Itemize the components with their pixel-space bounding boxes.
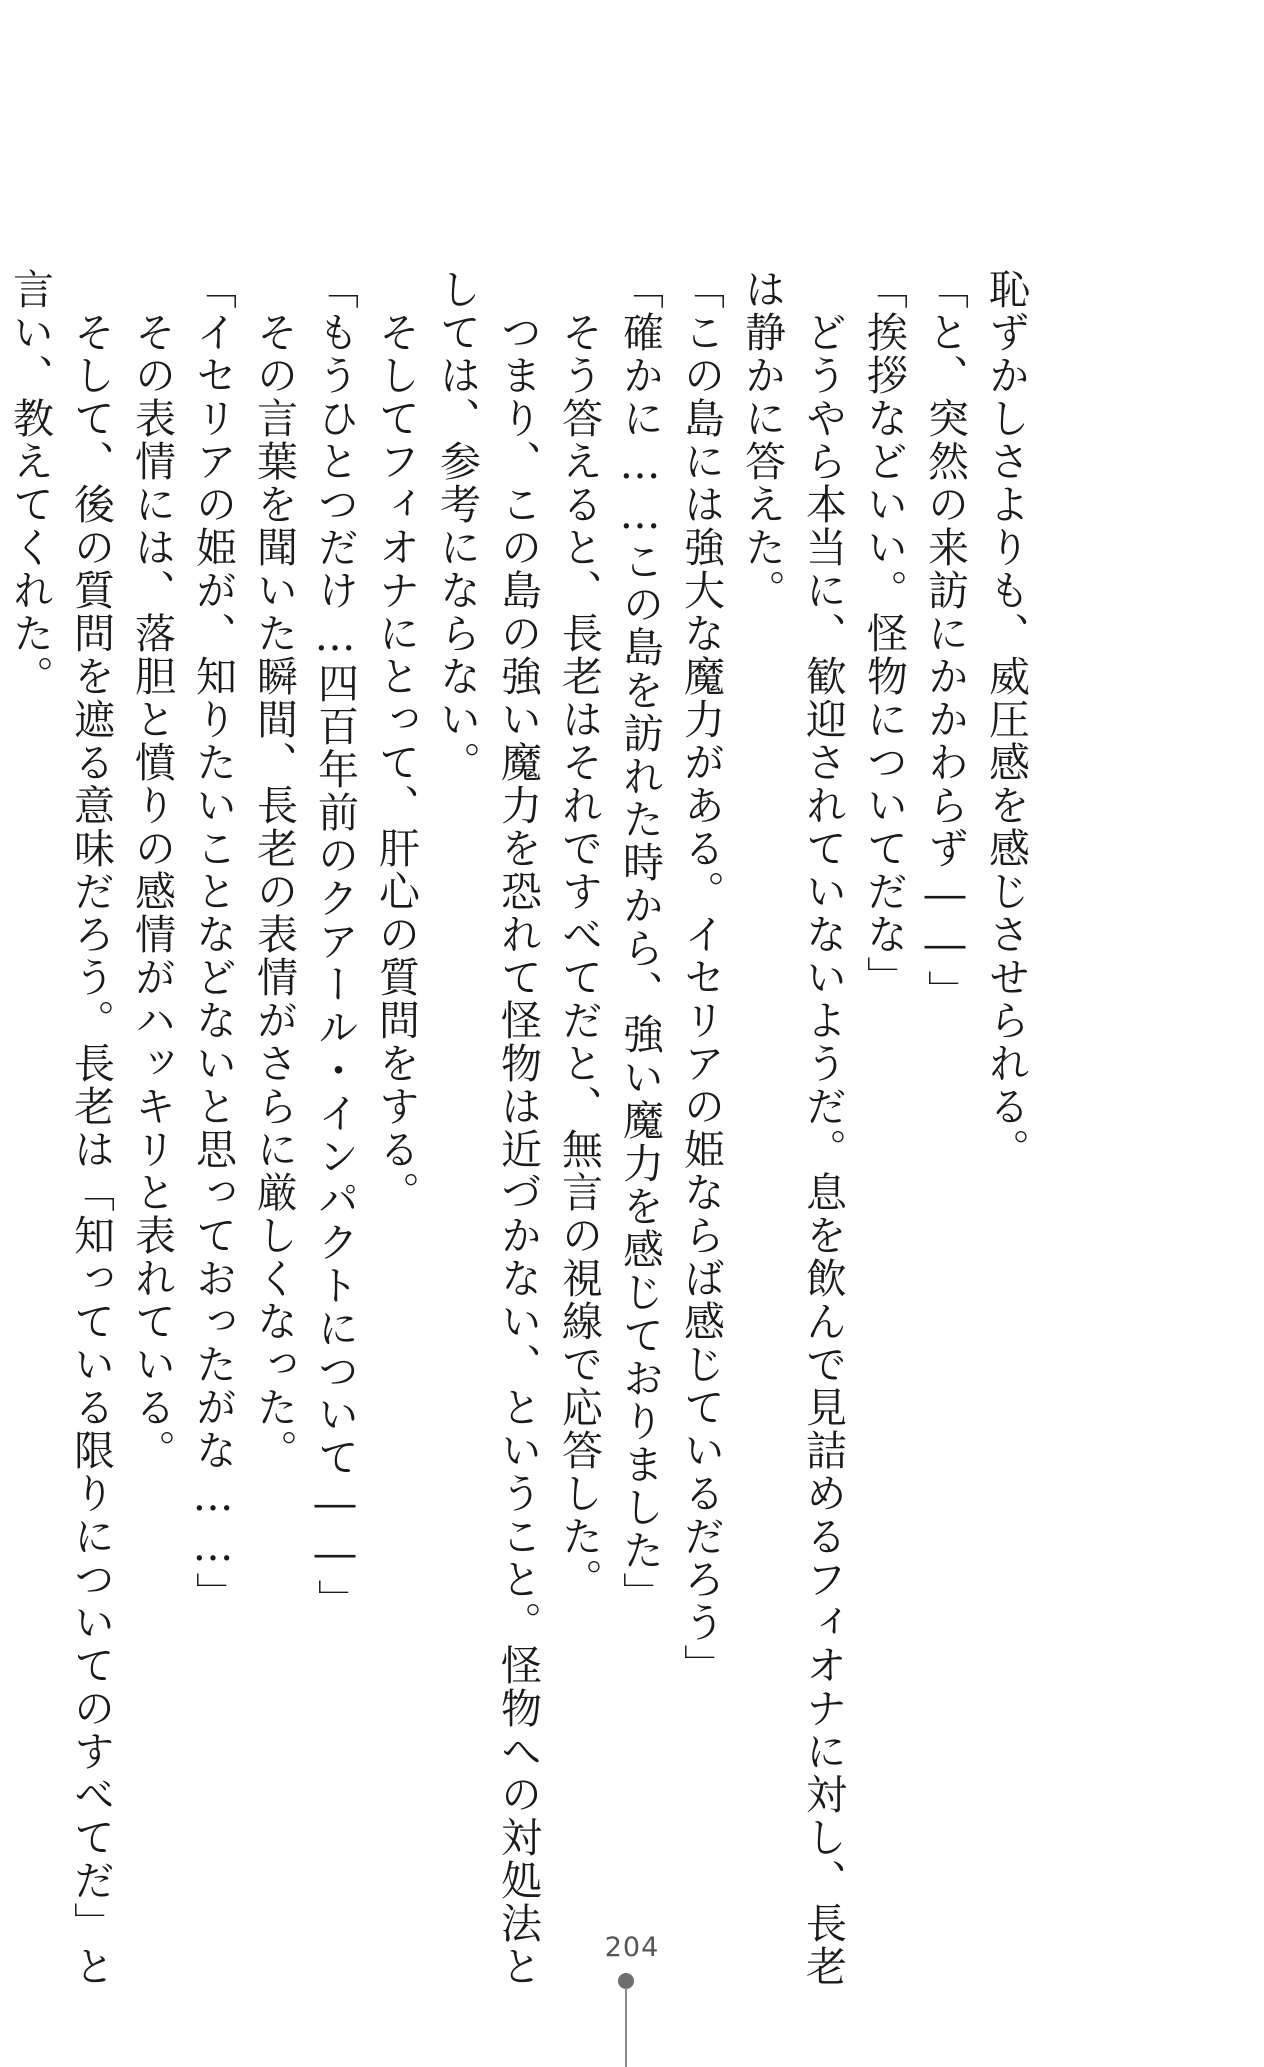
- text-line: しては、参考にならない。: [433, 268, 481, 784]
- text-line: 恥ずかしさよりも、威圧感を感じさせられる。: [982, 268, 1030, 1171]
- text-line: 「と、突然の来訪にかかわらず――」: [921, 268, 969, 1013]
- text-line: どうやら本当に、歓迎されていないようだ。息を飲んで見詰めるフィオナに対し、長老: [799, 268, 847, 1988]
- text-line: 「イセリアの姫が、知りたいことなどないと思っておったがな……」: [189, 268, 237, 1615]
- text-line: 「確かに……この島を訪れた時から、強い魔力を感じておりました」: [616, 268, 664, 1615]
- page-marker-dot-icon: [618, 1973, 634, 1989]
- text-line: そして、後の質問を遮る意味だろう。長老は「知っている限りについてのすべてだ」と: [67, 268, 115, 1988]
- text-line: そう答えると、長老はそれですべてだと、無言の視線で応答した。: [555, 268, 603, 1601]
- text-line: は静かに答えた。: [738, 268, 786, 612]
- page-marker-line: [625, 1988, 627, 2067]
- text-line: 「もうひとつだけ…四百年前のクアール・インパクトについて――」: [311, 268, 359, 1622]
- text-line: つまり、この島の強い魔力を恐れて怪物は近づかない、ということ。怪物への対処法と: [494, 268, 542, 1988]
- text-line: そしてフィオナにとって、肝心の質問をする。: [372, 268, 420, 1214]
- text-line: その表情には、落胆と憤りの感情がハッキリと表れている。: [128, 268, 176, 1472]
- text-line: その言葉を聞いた瞬間、長老の表情がさらに厳しくなった。: [250, 268, 298, 1472]
- text-line: 「この島には強大な魔力がある。イセリアの姫ならば感じているだろう」: [677, 268, 725, 1687]
- page-number: 204: [604, 1932, 660, 1963]
- text-line: 「挨拶などいい。怪物についてだな」: [860, 268, 908, 999]
- text-line: 言い、教えてくれた。: [6, 268, 54, 698]
